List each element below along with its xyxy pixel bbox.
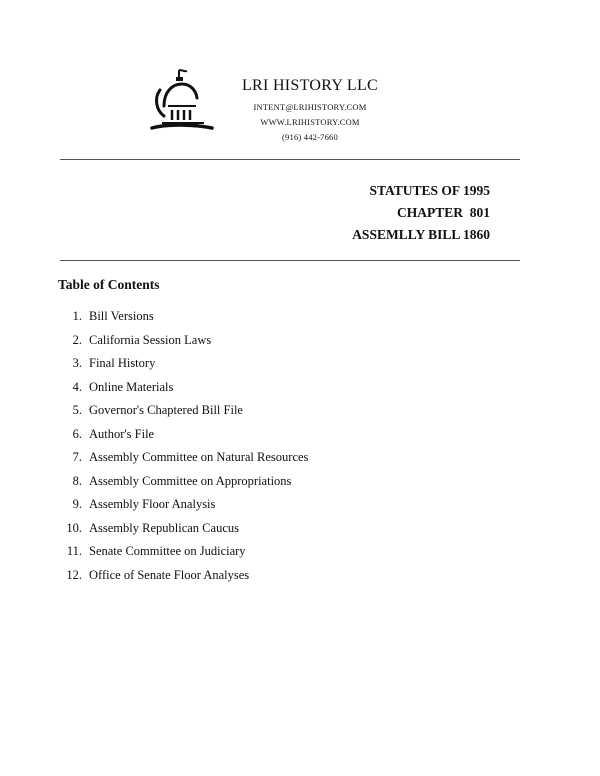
toc-item <box>58 331 308 355</box>
toc-item-number: 5. <box>72 403 82 417</box>
company-email: INTENT@LRIHISTORY.COM <box>253 102 367 112</box>
toc-item-number: 7. <box>72 450 82 464</box>
company-website: WWW.LRIHISTORY.COM <box>260 117 360 127</box>
header-divider <box>60 159 520 160</box>
toc-title: Table of Contents <box>58 277 160 292</box>
toc-item-label: Assembly Republican Caucus <box>89 520 239 535</box>
toc-item <box>58 448 308 472</box>
toc-item-number: 4. <box>72 379 82 394</box>
toc-item-label: Final History <box>89 356 156 370</box>
toc-item <box>58 495 308 519</box>
capitol-dome-icon <box>146 66 216 138</box>
toc-item-label: Bill Versions <box>89 309 154 323</box>
toc-item-number: 6. <box>72 426 82 441</box>
toc-item-label: Author's File <box>89 426 155 441</box>
toc-item <box>58 401 308 425</box>
toc-item-number: 8. <box>72 473 82 488</box>
toc-item-label: Assembly Committee on Appropriations <box>89 473 292 488</box>
toc-item-number: 11. <box>66 544 82 558</box>
statute-divider <box>60 260 520 261</box>
toc-item-label: Governor's Chaptered Bill File <box>89 403 243 417</box>
toc-item-label: Assembly Committee on Natural Resources <box>89 450 309 464</box>
company-phone: (916) 442-7660 <box>282 132 338 142</box>
toc-item-label: Senate Committee on Judiciary <box>89 544 246 558</box>
toc-item <box>58 425 308 449</box>
toc-item-number: 1. <box>72 309 82 323</box>
toc-item-label: Assembly Floor Analysis <box>89 497 216 511</box>
toc-item <box>58 566 308 590</box>
statute-bill: ASSEMLLY BILL 1860 <box>352 227 490 242</box>
toc-item <box>58 307 308 331</box>
toc-item <box>58 542 308 566</box>
toc-item <box>58 472 308 496</box>
toc-item-number: 3. <box>72 356 82 370</box>
statute-year: STATUTES OF 1995 <box>369 183 490 198</box>
statute-chapter: CHAPTER 801 <box>396 205 490 220</box>
toc-item-number: 2. <box>72 332 82 347</box>
toc-item-number: 12. <box>66 567 82 582</box>
company-info <box>210 76 410 145</box>
statute-block <box>352 180 490 246</box>
toc-item <box>58 378 308 402</box>
company-name: LRI HISTORY LLC <box>241 77 379 94</box>
toc-item-label: Online Materials <box>89 379 174 394</box>
toc-item-number: 9. <box>72 497 82 511</box>
toc-item <box>58 519 308 543</box>
toc-list <box>58 307 308 589</box>
toc-item <box>58 354 308 378</box>
toc-item-label: California Session Laws <box>89 332 212 347</box>
toc-item-number: 10. <box>66 520 82 535</box>
toc-item-label: Office of Senate Floor Analyses <box>89 567 250 582</box>
